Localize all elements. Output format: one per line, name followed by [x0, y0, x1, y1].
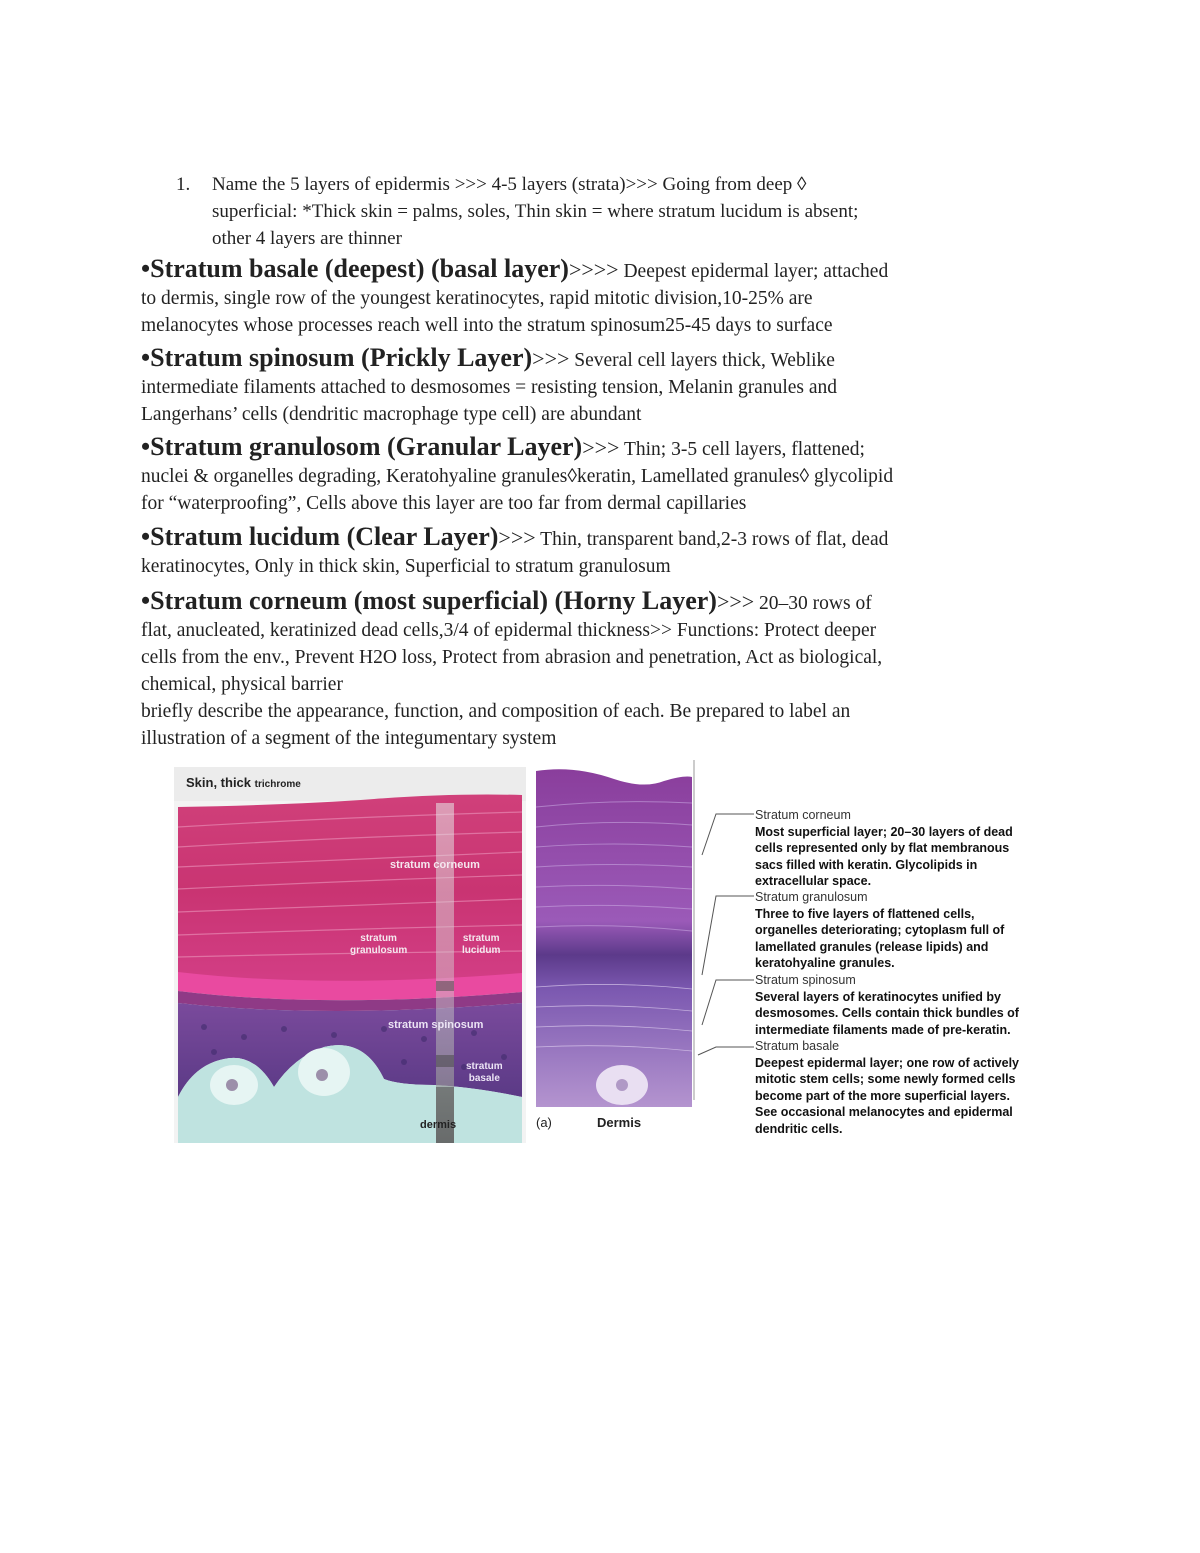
layer-text: chemical, physical barrier [141, 674, 343, 695]
desc-line: See occasional melanocytes and epidermal [755, 1105, 1013, 1119]
figure-title [186, 775, 301, 790]
desc-line: intermediate filaments made of pre-keratin. [755, 1022, 1011, 1037]
layer-text: flat, anucleated, keratinized dead cells,3/4 of epidermal thickness>> Functions: Protect deeper [141, 620, 877, 641]
layer-text: keratinocytes, Only in thick skin, Superficial to stratum granulosum [141, 556, 671, 577]
layer-text: melanocytes whose processes reach well into the stratum spinosum25-45 days to surface [141, 315, 833, 336]
layer-text: Several cell layers thick, Weblike [569, 350, 835, 371]
arrows: >>> [498, 525, 536, 550]
desc-title: Stratum spinosum [755, 973, 856, 987]
desc-line: extracellular space. [755, 874, 872, 888]
label-dermis: dermis [420, 1119, 457, 1131]
layer-spinosum-paragraph [141, 344, 1071, 428]
desc-line: sacs filled with keratin. Glycolipids in [755, 857, 978, 872]
desc-stratum-basale [755, 1038, 1075, 1137]
desc-stratum-spinosum [755, 972, 1075, 1038]
question-text [212, 171, 1042, 252]
desc-title: Stratum granulosum [755, 890, 868, 904]
label-stratum-corneum: stratum corneum [390, 859, 480, 871]
label-stratum-lucidum [462, 933, 500, 957]
layer-granulosom-paragraph [141, 433, 1071, 517]
layer-text: to dermis, single row of the youngest keratinocytes, rapid mitotic division,10-25% are [141, 288, 813, 309]
arrows: >>> [716, 589, 755, 614]
label-line: stratum [466, 1061, 503, 1072]
layer-text: Thin, transparent band,2-3 rows of flat, dead [535, 529, 889, 550]
layer-text: cells from the env., Prevent H2O loss, Protect from abrasion and penetration, Act as biological, [141, 647, 883, 668]
skin-histology-image [534, 767, 694, 1112]
label-line: stratum [360, 933, 397, 944]
question-line: Name the 5 layers of epidermis >>> 4-5 layers (strata)>>> Going from deep ◊ [212, 174, 807, 195]
figure-title-bold: Skin, thick [186, 775, 252, 790]
layer-text: nuclei & organelles degrading, Keratohyaline granules◊keratin, Lamellated granules◊ glycolipid [141, 466, 894, 487]
layer-heading: •Stratum spinosum (Prickly Layer) [141, 343, 533, 372]
arrows: >>> [532, 346, 570, 371]
label-line: stratum [462, 933, 500, 944]
label-stratum-basale [466, 1061, 503, 1085]
figure-title-small: trichrome [254, 779, 301, 790]
layer-basale-paragraph [141, 255, 1071, 339]
desc-line: Several layers of keratinocytes unified by [755, 989, 1001, 1004]
layer-heading: •Stratum granulosom (Granular Layer) [141, 432, 583, 461]
layer-heading: •Stratum corneum (most superficial) (Horny Layer) [141, 586, 717, 615]
layer-text: intermediate filaments attached to desmosomes = resisting tension, Melanin granules and [141, 377, 838, 398]
desc-line: desmosomes. Cells contain thick bundles of [755, 1006, 1019, 1020]
layer-corneum-paragraph [141, 587, 1071, 752]
desc-title: Stratum corneum [755, 808, 851, 822]
label-line: lucidum [462, 945, 501, 956]
leader-lines [690, 760, 760, 1100]
desc-line: Most superficial layer; 20–30 layers of dead [755, 824, 1013, 839]
list-number: 1. [176, 174, 191, 195]
desc-line: mitotic stem cells; some newly formed cells [755, 1072, 1016, 1086]
arrows: >>> [582, 435, 620, 460]
layer-lucidum-paragraph [141, 523, 1071, 580]
layer-text: Thin; 3-5 cell layers, flattened; [619, 439, 865, 460]
layer-text: 20–30 rows of [754, 593, 872, 614]
layer-text: Deepest epidermal layer; attached [618, 261, 889, 282]
layer-heading: •Stratum lucidum (Clear Layer) [141, 522, 499, 551]
label-stratum-granulosum [350, 933, 407, 957]
skin-micrograph-left [174, 767, 526, 1143]
question-line: superficial: *Thick skin = palms, soles, Thin skin = where stratum lucidum is absent; [212, 201, 859, 222]
arrows: >>>> [568, 257, 619, 282]
desc-line: cells represented only by flat membranous [755, 841, 1010, 855]
layer-text: briefly describe the appearance, function, and composition of each. Be prepared to label an [141, 701, 851, 722]
layer-text: illustration of a segment of the integumentary system [141, 728, 557, 749]
desc-line: lamellated granules (release lipids) and [755, 939, 989, 954]
question-line: other 4 layers are thinner [212, 228, 402, 249]
label-line: basale [468, 1073, 500, 1084]
label-line: granulosum [350, 945, 408, 956]
label-dermis-middle: Dermis [597, 1115, 642, 1130]
desc-line: keratohyaline granules. [755, 956, 895, 970]
layer-text: for “waterproofing”, Cells above this layer are too far from dermal capillaries [141, 493, 747, 514]
desc-line: Three to five layers of flattened cells, [755, 906, 975, 921]
desc-stratum-granulosum [755, 889, 1075, 972]
desc-line: become part of the more superficial layers. [755, 1088, 1010, 1103]
desc-title: Stratum basale [755, 1039, 840, 1053]
desc-line: dendritic cells. [755, 1121, 843, 1136]
desc-line: Deepest epidermal layer; one row of actively [755, 1055, 1019, 1070]
desc-stratum-corneum [755, 807, 1075, 890]
layer-heading: •Stratum basale (deepest) (basal layer) [141, 254, 569, 283]
label-stratum-spinosum: stratum spinosum [388, 1019, 484, 1031]
desc-line: organelles deteriorating; cytoplasm full of [755, 923, 1005, 937]
layer-text: Langerhans’ cells (dendritic macrophage type cell) are abundant [141, 404, 642, 425]
label-a: (a) [536, 1115, 552, 1130]
